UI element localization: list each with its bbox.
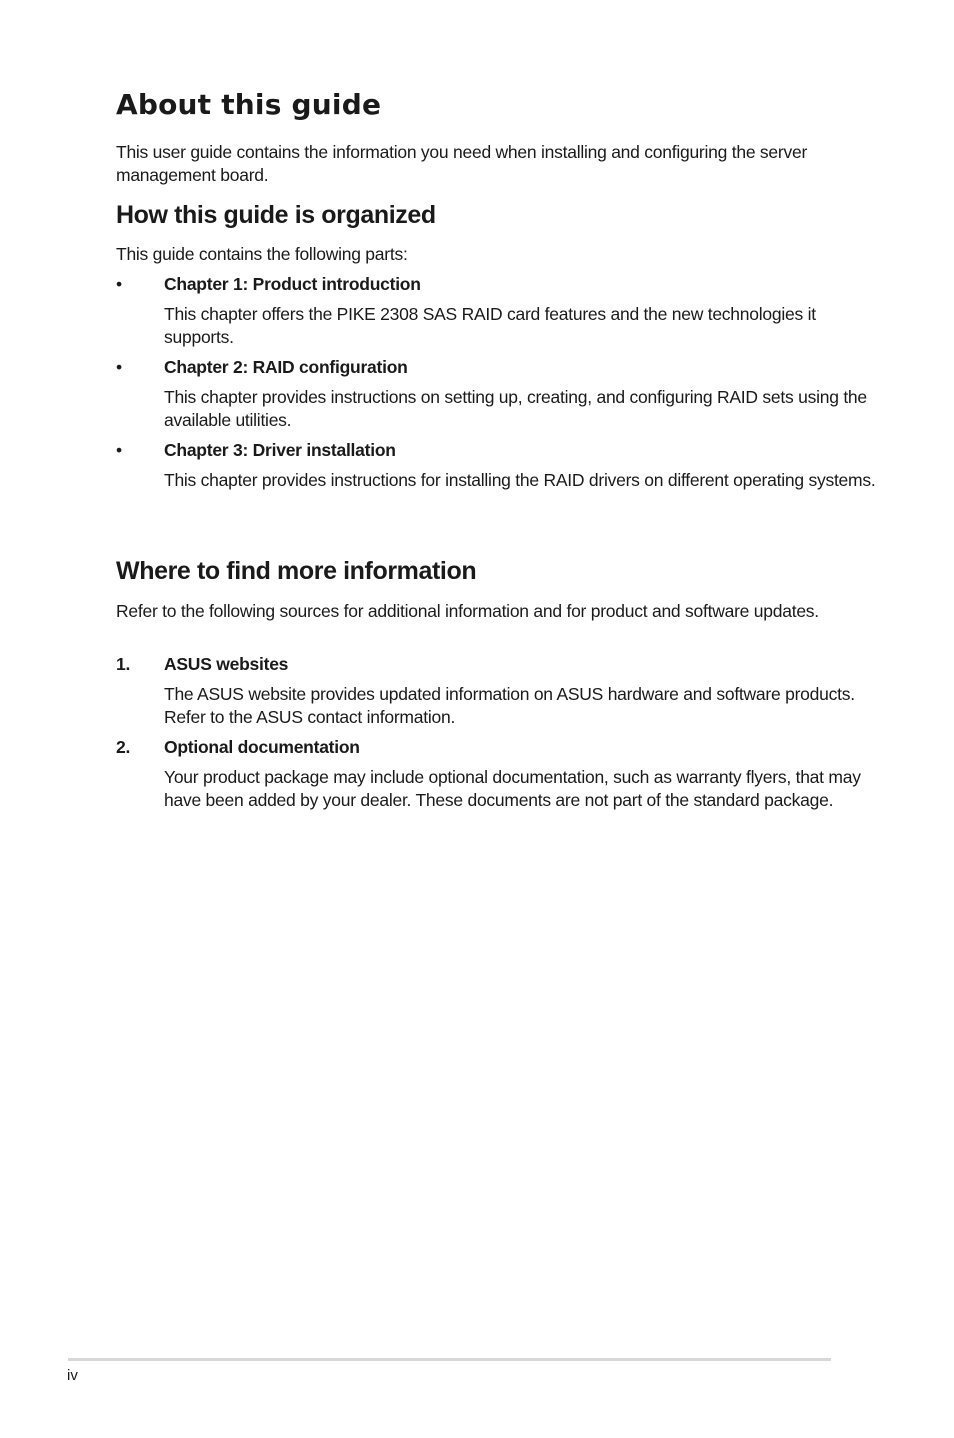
list-item-chapter-1	[116, 273, 878, 349]
page-number: iv	[67, 1367, 78, 1384]
number-marker: 2.	[116, 737, 131, 757]
optional-documentation-title: Optional documentation	[164, 737, 360, 757]
list-item-asus-websites	[116, 653, 878, 729]
footer-divider	[68, 1358, 831, 1361]
chapter-3-title: Chapter 3: Driver installation	[164, 440, 396, 460]
bullet-marker: •	[116, 440, 122, 460]
organized-lead	[116, 243, 830, 266]
more-info-heading: Where to find more information	[116, 557, 477, 585]
chapter-3-description: This chapter provides instructions for installing the RAID drivers on different operating systems.	[164, 470, 876, 490]
page-title: About this guide	[116, 88, 382, 121]
list-item-chapter-2	[116, 356, 878, 432]
chapter-2-description: This chapter provides instructions on setting up, creating, and configuring RAID sets using the available utilities.	[164, 387, 867, 430]
list-item-optional-documentation	[116, 736, 878, 812]
chapter-1-title: Chapter 1: Product introduction	[164, 274, 421, 294]
section-heading-more-info	[116, 557, 830, 586]
bullet-marker: •	[116, 274, 122, 294]
chapter-1-description: This chapter offers the PIKE 2308 SAS RAID card features and the new technologies it supports.	[164, 304, 816, 347]
more-info-lead-text: Refer to the following sources for additional information and for product and software updates.	[116, 601, 819, 621]
organized-lead-text: This guide contains the following parts:	[116, 244, 408, 264]
intro-text: This user guide contains the information you need when installing and configuring the server management board.	[116, 142, 808, 185]
list-item-chapter-3	[116, 439, 878, 492]
chapter-2-title: Chapter 2: RAID configuration	[164, 357, 408, 377]
asus-websites-description: The ASUS website provides updated information on ASUS hardware and software products. Refer to the ASUS contact information.	[164, 684, 855, 727]
number-marker: 1.	[116, 654, 131, 674]
organized-heading: How this guide is organized	[116, 201, 436, 229]
intro-paragraph	[116, 141, 830, 187]
section-heading-organized	[116, 201, 830, 230]
optional-documentation-description: Your product package may include optional documentation, such as warranty flyers, that may have been added by your dealer. These documents are not part of the standard package.	[164, 767, 861, 810]
bullet-marker: •	[116, 357, 122, 377]
asus-websites-title: ASUS websites	[164, 654, 289, 674]
more-info-lead	[116, 600, 830, 623]
